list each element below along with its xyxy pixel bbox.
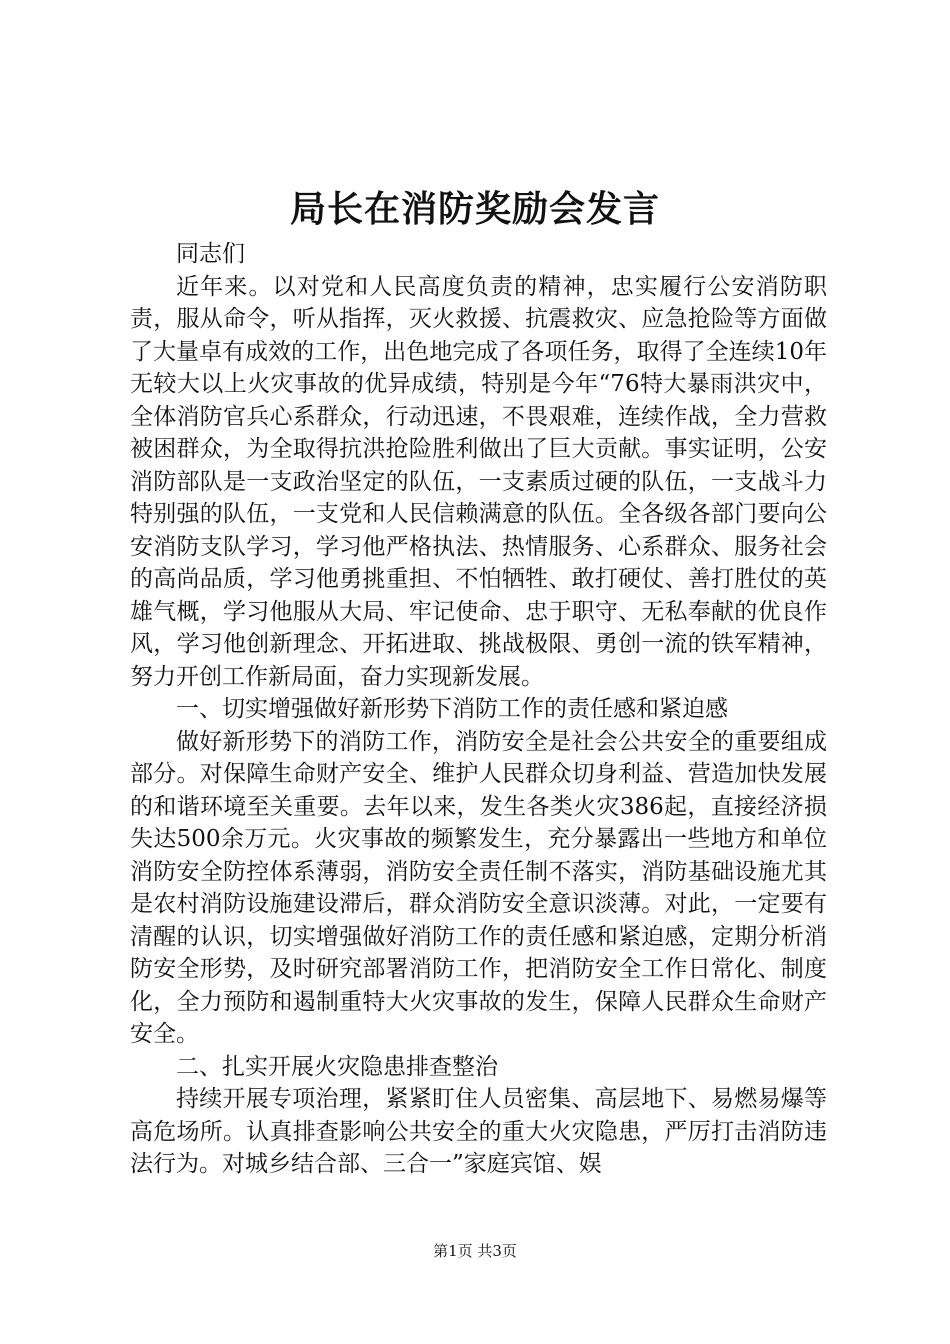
section-heading-1: 一、切实增强做好新形势下消防工作的责任感和紧迫感 xyxy=(176,696,728,722)
page-title: 局长在消防奖励会发言 xyxy=(289,188,660,230)
body-paragraph: 持续开展专项治理，紧紧盯住人员密集、高层地下、易燃易爆等高危场所。认真排查影响公共安全的重大火灾隐患，严厉打击消防违法行为。对城乡结合部、三合一”家庭宾馆、娱 xyxy=(130,1086,827,1177)
body-paragraph: 近年来。以对党和人民高度负责的精神，忠实履行公安消防职责，服从命令，听从指挥，灭火救援、抗震救灾、应急抢险等方面做了大量卓有成效的工作，出色地完成了各项任务，取得了全连续10年无较大以上火灾事故的优异成绩，特别是今年“76特大暴雨洪灾中，全体消防官兵心系群众，行动迅速，不畏艰难，连续作战，全力营救被困群众，为全取得抗洪抢险胜利做出了巨大贡献。事实证明，公安消防部队是一支政治坚定的队伍，一支素质过硬的队伍，一支战斗力特别强的队伍，一支党和人民信赖满意的队伍。全各级各部门要向公安消防支队学习，学习他严格执法、热情服务、心系群众、服务社会的高尚品质，学习他勇挑重担、不怕牺牲、敢打硬仗、善打胜仗的英雄气概，学习他服从大局、牢记使命、忠于职守、无私奉献的优良作风，学习他创新理念、开拓进取、挑战极限、勇创一流的铁军精神，努力开创工作新局面，奋力实现新发展。 xyxy=(130,273,827,690)
page-number-footer: 第1页 共3页 xyxy=(433,1242,517,1260)
section-heading-2: 二、扎实开展火灾隐患排查整治 xyxy=(176,1053,498,1080)
body-paragraph: 做好新形势下的消防工作，消防安全是社会公共安全的重要组成部分。对保障生命财产安全、维护人民群众切身利益、营造加快发展的和谐环境至关重要。去年以来，发生各类火灾386起，直接经济损失达500余万元。火灾事故的频繁发生，充分暴露出一些地方和单位消防安全防控体系薄弱，消防安全责任制不落实，消防基础设施尤其是农村消防设施建设滞后，群众消防安全意识淡薄。对此，一定要有清醒的认识，切实增强做好消防工作的责任感和紧迫感，定期分析消防安全形势，及时研究部署消防工作，把消防安全工作日常化、制度化，全力预防和遏制重特大火灾事故的发生，保障人民群众生命财产安全。 xyxy=(130,728,827,1047)
salutation-paragraph: 同志们 xyxy=(176,241,245,267)
document-body xyxy=(130,238,827,1181)
